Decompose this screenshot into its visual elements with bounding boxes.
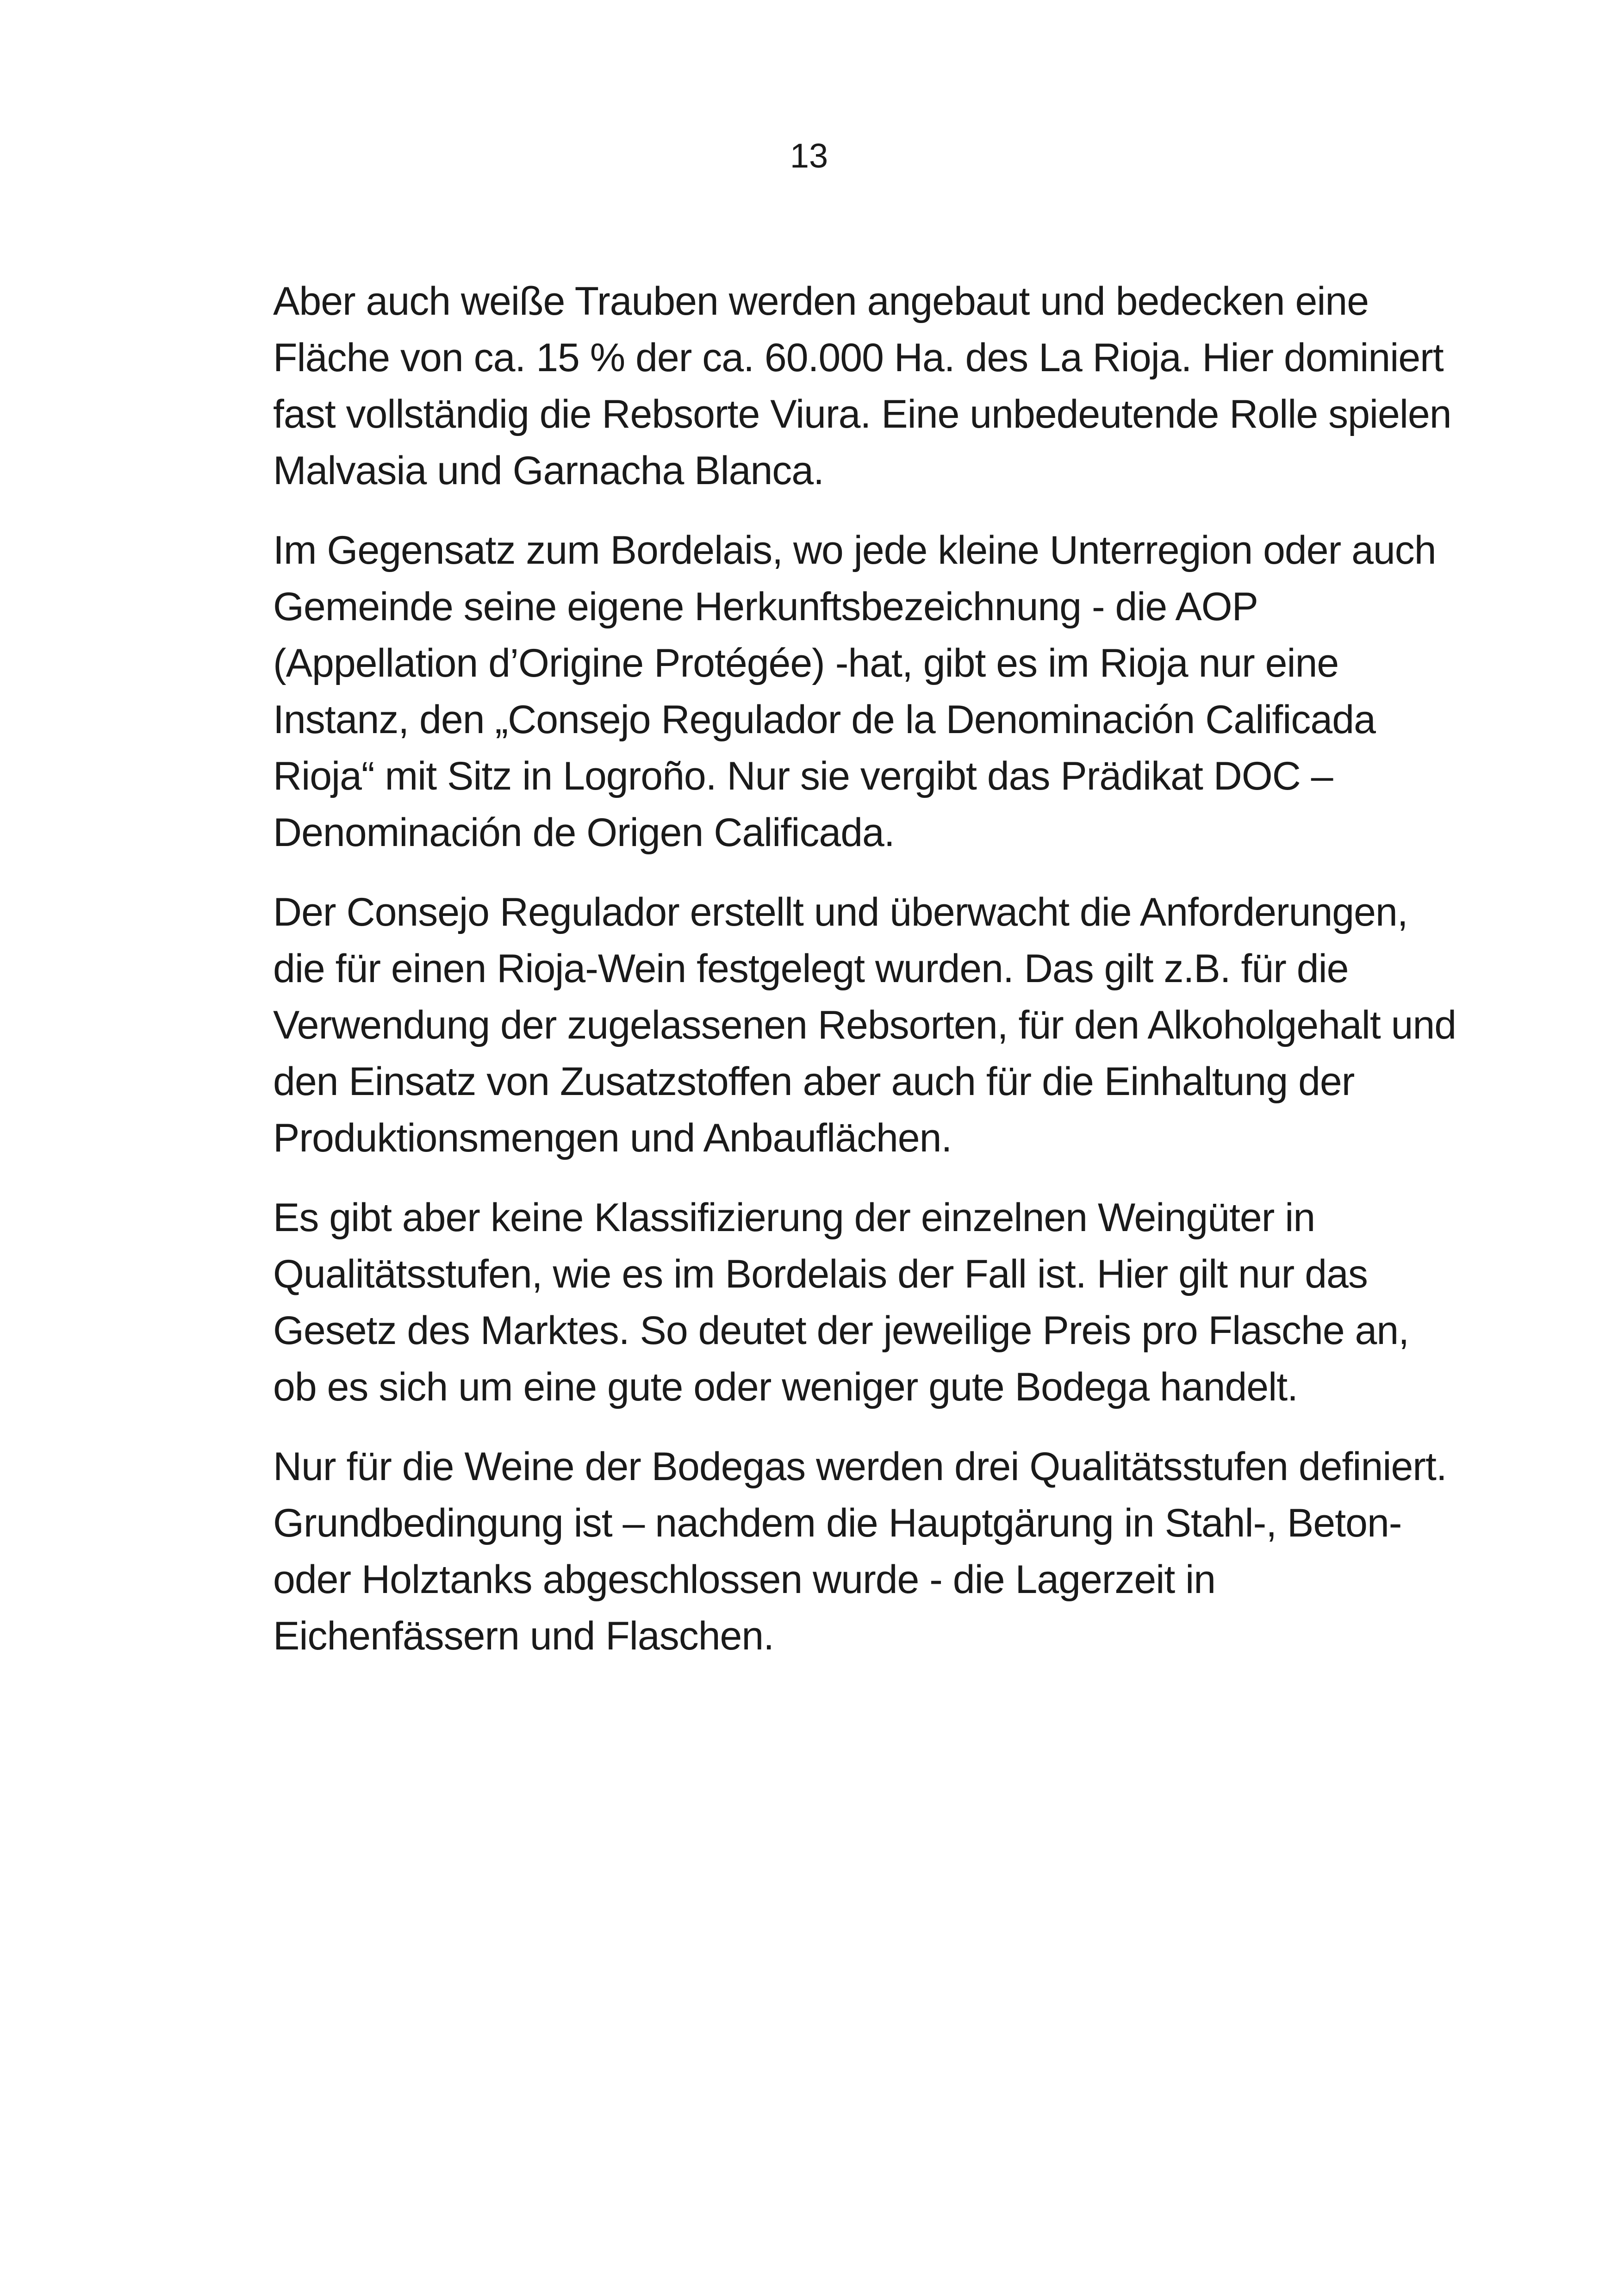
paragraph: Aber auch weiße Trauben werden angebaut und bedecken eine Fläche von ca. 15 % der ca. 60.000 Ha. des La Rioja. Hier dominiert fast vollständig die Rebsorte Viura. Eine unbedeutende Rolle spielen Malvasia und Garnacha Blanca.	[273, 279, 1451, 493]
body-text	[273, 273, 1458, 1687]
paragraph: Nur für die Weine der Bodegas werden drei Qualitätsstufen definiert. Grundbedingung ist – nachdem die Hauptgärung in Stahl-, Beton- oder Holztanks abgeschlossen wurde - die Lagerzeit in Eichenfässern und Flaschen.	[273, 1444, 1447, 1658]
paragraph: Im Gegensatz zum Bordelais, wo jede kleine Unterregion oder auch Gemeinde seine eigene Herkunftsbezeichnung - die AOP (Appellation d’Origine Protégée) -hat, gibt es im Rioja nur eine Instanz, den „Consejo Regulador de la Denominación Calificada Rioja“ mit Sitz in Logroño. Nur sie vergibt das Prädikat DOC – Denominación de Origen Calificada.	[273, 528, 1436, 855]
paragraph: Es gibt aber keine Klassifizierung der einzelnen Weingüter in Qualitätsstufen, wie es im Bordelais der Fall ist. Hier gilt nur das Gesetz des Marktes. So deutet der jeweilige Preis pro Flasche an, ob es sich um eine gute oder weniger gute Bodega handelt.	[273, 1195, 1409, 1409]
page-number: 13	[790, 137, 828, 175]
paragraph: Der Consejo Regulador erstellt und überwacht die Anforderungen, die für einen Rioja-Wein festgelegt wurden. Das gilt z.B. für die Verwendung der zugelassenen Rebsorten, für den Alkoholgehalt und den Einsatz von Zusatzstoffen aber auch für die Einhaltung der Produktionsmengen und Anbauflächen.	[273, 890, 1456, 1160]
